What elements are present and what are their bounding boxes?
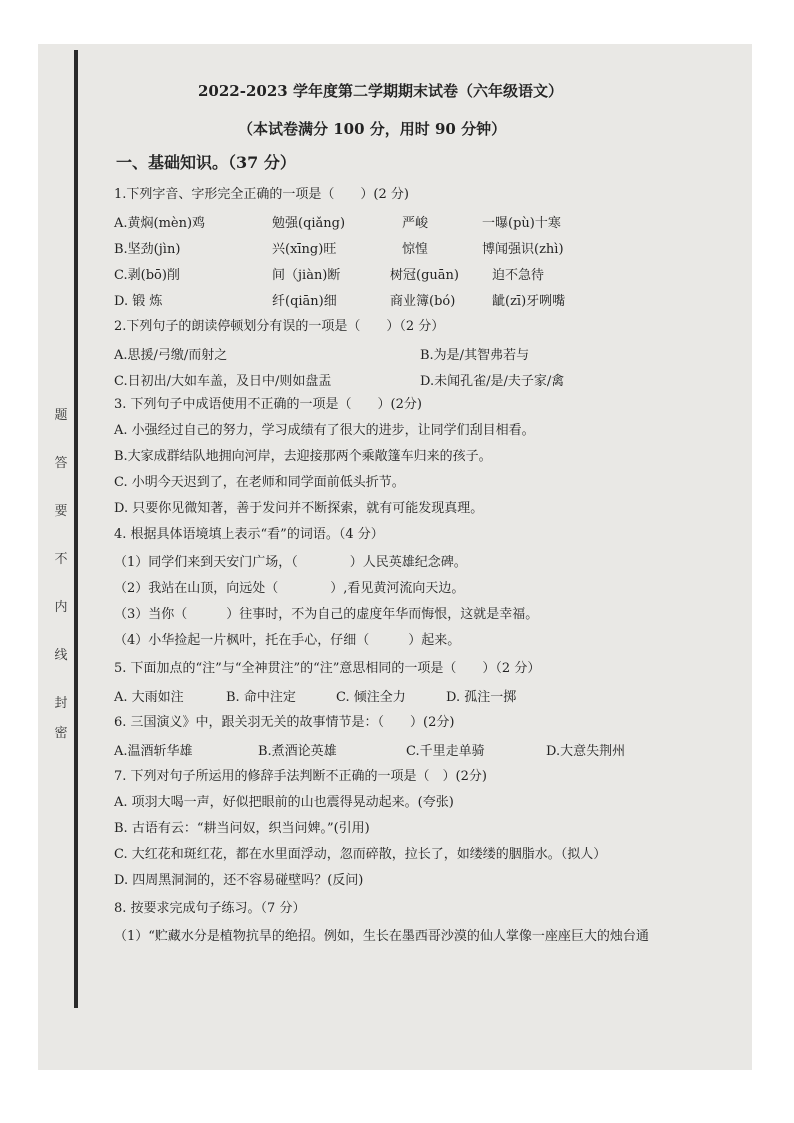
q1-option-b-4: 博闻强识(zhì) bbox=[482, 242, 564, 257]
q2-option-c: C.日初出/大如车盖，及日中/则如盘盂 bbox=[114, 374, 332, 389]
binding-char: 答 bbox=[54, 456, 68, 471]
question-6-stem: 6. 三国演义》中，跟关羽无关的故事情节是：（ ）(2分) bbox=[114, 715, 455, 730]
binding-char: 题 bbox=[54, 408, 68, 423]
q1-option-b-1: B.坚劲(jìn) bbox=[114, 242, 181, 257]
question-7-stem: 7. 下列对句子所运用的修辞手法判断不正确的一项是（ ）(2分) bbox=[114, 769, 487, 784]
q1-option-a-3: 严峻 bbox=[402, 216, 429, 231]
question-1-stem: 1.下列字音、字形完全正确的一项是（ ）(2 分) bbox=[114, 187, 409, 202]
q7-option-d: D. 四周黑洞洞的，还不容易碰壁吗？(反问) bbox=[114, 873, 364, 888]
q3-option-a: A. 小强经过自己的努力，学习成绩有了很大的进步，让同学们刮目相看。 bbox=[114, 423, 535, 438]
exam-title: 2022-2023 学年度第二学期期末试卷（六年级语文） bbox=[198, 82, 563, 100]
question-8-stem: 8. 按要求完成句子练习。（7 分） bbox=[114, 901, 306, 916]
q7-option-a: A. 项羽大喝一声，好似把眼前的山也震得晃动起来。(夸张) bbox=[114, 795, 454, 810]
section-heading: 一、基础知识。（37 分） bbox=[116, 153, 296, 172]
binding-line-text bbox=[50, 404, 72, 744]
q5-option-a: A. 大雨如注 bbox=[114, 690, 184, 705]
q4-line-3: （3）当你（ ）往事时，不为自己的虚度年华而悔恨，这就是幸福。 bbox=[114, 607, 539, 622]
q8-line-1: （1）“贮藏水分是植物抗旱的绝招。例如，生长在墨西哥沙漠的仙人掌像一座座巨大的烛台通 bbox=[114, 929, 649, 944]
binding-char: 不 bbox=[54, 552, 68, 567]
q1-option-c-1: C.剥(bō)削 bbox=[114, 268, 180, 283]
q1-option-c-2: 间（jiàn)断 bbox=[272, 268, 341, 283]
q6-option-b: B.煮酒论英雄 bbox=[258, 744, 337, 759]
question-2-stem: 2.下列句子的朗读停顿划分有误的一项是（ ）（2 分） bbox=[114, 319, 445, 334]
q4-line-2: （2）我站在山顶，向远处（ ）,看见黄河流向天边。 bbox=[114, 581, 465, 596]
binding-char: 要 bbox=[54, 504, 68, 519]
binding-char: 封 bbox=[54, 696, 68, 711]
q7-option-b: B. 古语有云：“耕当问奴，织当问婢。”(引用) bbox=[114, 821, 370, 836]
question-3-stem: 3. 下列句子中成语使用不正确的一项是（ ）(2分) bbox=[114, 397, 422, 412]
q6-option-d: D.大意失荆州 bbox=[546, 744, 626, 759]
q1-option-c-3: 树冠(guān) bbox=[390, 268, 459, 283]
binding-margin-line bbox=[74, 50, 78, 1008]
q6-option-c: C.千里走单骑 bbox=[406, 744, 485, 759]
q5-option-c: C. 倾注全力 bbox=[336, 690, 406, 705]
q1-option-b-3: 惊惶 bbox=[402, 242, 429, 257]
question-4-stem: 4. 根据具体语境填上表示“看”的词语。（4 分） bbox=[114, 527, 384, 542]
q1-option-d-2: 纤(qiān)细 bbox=[272, 294, 337, 309]
q2-option-a: A.思援/弓缴/而射之 bbox=[114, 348, 228, 363]
q5-option-b: B. 命中注定 bbox=[226, 690, 296, 705]
q6-option-a: A.温酒斩华雄 bbox=[114, 744, 193, 759]
question-5-stem: 5. 下面加点的“注”与“全神贯注”的“注”意思相同的一项是（ ）（2 分） bbox=[114, 661, 541, 676]
q3-option-d: D. 只要你见微知著，善于发问并不断探索，就有可能发现真理。 bbox=[114, 501, 484, 516]
q2-option-b: B.为是/其智弗若与 bbox=[420, 348, 530, 363]
q1-option-a-1: A.黄焖(mèn)鸡 bbox=[114, 216, 206, 231]
exam-subtitle: （本试卷满分 100 分，用时 90 分钟） bbox=[238, 120, 507, 138]
q5-option-d: D. 孤注一掷 bbox=[446, 690, 517, 705]
binding-char: 线 bbox=[54, 648, 68, 663]
q1-option-d-1: D. 锻 炼 bbox=[114, 294, 163, 309]
q1-option-a-2: 勉强(qiǎng) bbox=[272, 216, 346, 231]
binding-char: 内 bbox=[54, 600, 68, 615]
q1-option-d-4: 龇(zī)牙咧嘴 bbox=[492, 294, 566, 309]
q1-option-d-3: 商业簿(bó) bbox=[390, 294, 456, 309]
q2-option-d: D.未闻孔雀/是/夫子家/禽 bbox=[420, 374, 565, 389]
q1-option-a-4: 一曝(pù)十寒 bbox=[482, 216, 561, 231]
q3-option-b: B.大家成群结队地拥向河岸，去迎接那两个乘敞篷车归来的孩子。 bbox=[114, 449, 492, 464]
q1-option-c-4: 迫不急待 bbox=[492, 268, 545, 283]
binding-char: 密 bbox=[54, 726, 68, 741]
q7-option-c: C. 大红花和斑红花，都在水里面浮动，忽而碎散，拉长了，如缕缕的胭脂水。（拟人） bbox=[114, 847, 607, 862]
q1-option-b-2: 兴(xīng)旺 bbox=[272, 242, 337, 257]
q4-line-4: （4）小华捡起一片枫叶，托在手心，仔细（ ）起来。 bbox=[114, 633, 461, 648]
exam-paper bbox=[38, 44, 752, 1070]
q3-option-c: C. 小明今天迟到了，在老师和同学面前低头折节。 bbox=[114, 475, 405, 490]
q4-line-1: （1）同学们来到天安门广场，（ ）人民英雄纪念碑。 bbox=[114, 555, 467, 570]
